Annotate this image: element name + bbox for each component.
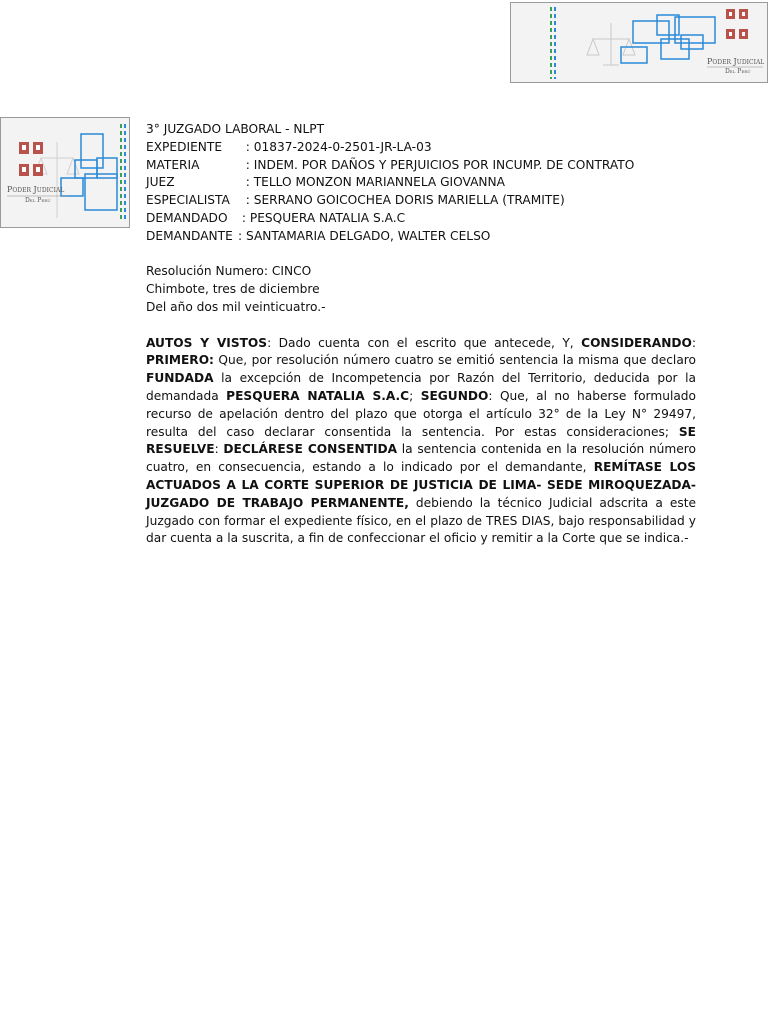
logo-subtitle: Del Perú — [25, 197, 51, 204]
primero-label: PRIMERO: — [146, 353, 214, 368]
body-text: la sentencia contenida en la resolución número cuatro, en consecuencia, estando a lo indicado por el demandante, — [146, 442, 696, 475]
field-separator: : — [238, 210, 250, 225]
header-field-expediente — [146, 139, 696, 157]
considerando-label: CONSIDERANDO — [581, 335, 692, 350]
field-value: PESQUERA NATALIA S.A.C — [249, 210, 406, 225]
field-label: JUEZ — [146, 175, 175, 190]
body-text: : Dado cuenta con el escrito que antecede, Y, — [267, 335, 582, 350]
autos-label: AUTOS Y VISTOS — [146, 335, 268, 350]
defendant-name: PESQUERA NATALIA S.A.C — [226, 388, 410, 403]
body-text: ; — [409, 388, 421, 403]
field-value: SANTAMARIA DELGADO, WALTER CELSO — [245, 228, 491, 243]
resolution-year: Del año dos mil veinticuatro.- — [146, 299, 326, 314]
remitase-label: REMÍTASE LOS ACTUADOS A LA CORTE SUPERIOR DE JUSTICIA DE LIMA- SEDE MIROQUEZADA- JUZGADO DE TRABAJO PERMANENTE, — [146, 460, 696, 510]
segundo-label: SEGUNDO — [420, 388, 489, 403]
resolution-number: Resolución Numero: CINCO — [146, 264, 312, 279]
field-separator: : — [238, 228, 246, 243]
declarese-label: DECLÁRESE CONSENTIDA — [223, 442, 398, 457]
field-separator: : — [238, 139, 254, 154]
logo-subtitle: Del Perú — [725, 68, 751, 75]
field-label: DEMANDADO — [146, 210, 228, 225]
resolution-body — [146, 335, 696, 549]
spacer — [146, 317, 696, 335]
resolution-place-date: Chimbote, tres de diciembre — [146, 282, 320, 297]
field-value: SERRANO GOICOCHEA DORIS MARIELLA (TRAMITE) — [253, 193, 565, 208]
resolution-document — [146, 121, 696, 548]
body-text: Que, por resolución número cuatro se emitió sentencia la misma que declaro — [213, 353, 696, 368]
header-field-demandado — [146, 210, 696, 228]
field-value: INDEM. POR DAÑOS Y PERJUICIOS POR INCUMP. DE CONTRATO — [253, 157, 635, 172]
body-text: : — [691, 335, 696, 350]
logo-title: Poder Judicial — [7, 185, 65, 194]
body-text: debiendo la técnico Judicial adscrita a este Juzgado con formar el expediente físico, en el plazo de TRES DIAS, bajo responsabilidad y dar cuenta a la suscrita, a fin de confeccionar el oficio y remitir a la Corte que se indica.- — [146, 495, 696, 546]
field-separator: : — [238, 157, 254, 172]
field-value: 01837-2024-0-2501-JR-LA-03 — [253, 139, 432, 154]
judicial-logo-top — [510, 2, 768, 83]
judicial-logo-left — [0, 117, 130, 228]
judicial-emblem-icon — [1, 118, 129, 227]
field-value: TELLO MONZON MARIANNELA GIOVANNA — [253, 175, 505, 190]
header-field-demandante — [146, 228, 696, 246]
header-field-especialista — [146, 192, 696, 210]
header-field-juez — [146, 174, 696, 192]
spacer — [146, 246, 696, 264]
field-label: DEMANDANTE — [146, 228, 233, 243]
se-resuelve-label: SE RESUELVE — [146, 424, 696, 457]
body-text: : Que, al no haberse formulado recurso de apelación dentro del plazo que otorga el artículo 32° de la Ley N° 29497, resulta del caso declarar consentida la sentencia. Por estas consideraciones; — [146, 388, 696, 439]
field-label: EXPEDIENTE — [146, 139, 223, 154]
court-name: 3° JUZGADO LABORAL - NLPT — [146, 122, 325, 136]
fundada-label: FUNDADA — [146, 371, 214, 386]
field-label: MATERIA — [146, 157, 200, 172]
logo-title: Poder Judicial — [707, 57, 765, 66]
field-separator: : — [238, 175, 254, 190]
body-text: la excepción de Incompetencia por Razón del Territorio, deducida por la demandada — [146, 371, 696, 403]
header-field-materia — [146, 157, 696, 175]
field-label: ESPECIALISTA — [146, 193, 230, 208]
body-text: : — [214, 442, 224, 457]
field-separator: : — [238, 193, 254, 208]
